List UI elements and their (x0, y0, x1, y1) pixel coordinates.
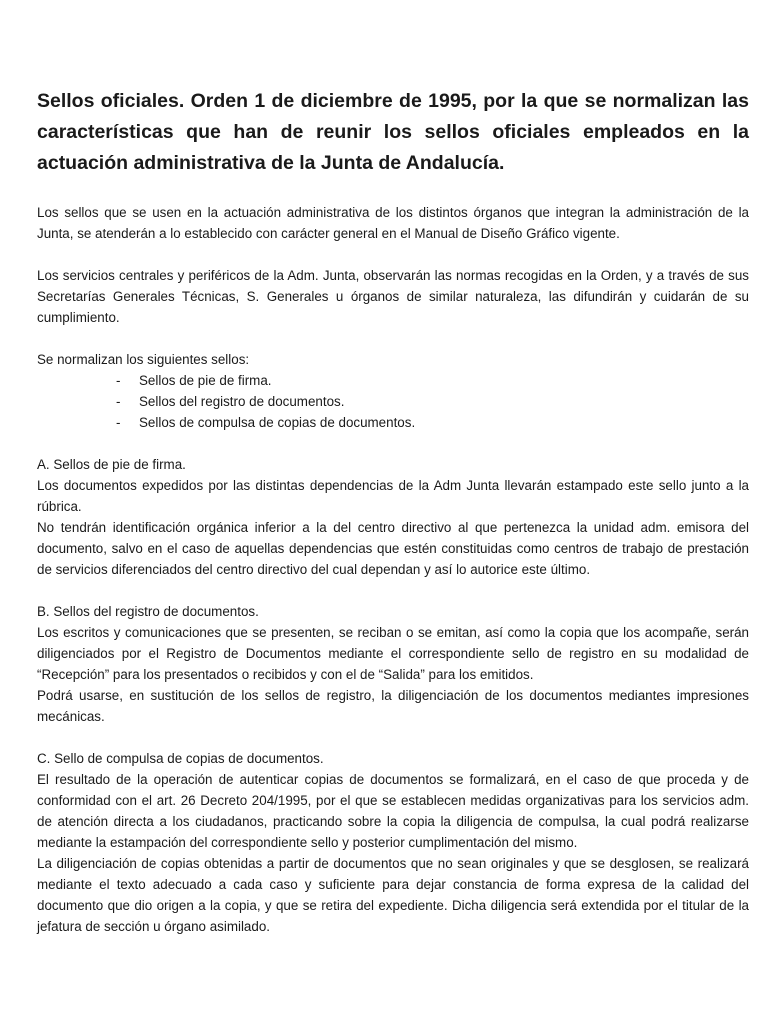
list-intro: Se normalizan los siguientes sellos: (37, 352, 250, 367)
list-bullet: - (116, 373, 121, 388)
intro-paragraph-2: Los servicios centrales y periféricos de la Adm. Junta, observarán las normas recogidas en la Orden, y a través de sus Secretarías Generales Técnicas, S. Generales u órganos de similar naturaleza, las difundirán y cuidarán de su cumplimiento. (37, 268, 749, 325)
section-a (37, 454, 749, 580)
list-bullet: - (116, 394, 121, 409)
list-item (37, 412, 749, 433)
section-heading: B. Sellos del registro de documentos. (37, 604, 259, 619)
seal-types-list (37, 370, 749, 433)
list-item-label: Sellos de pie de firma. (139, 373, 272, 388)
section-heading: A. Sellos de pie de firma. (37, 457, 186, 472)
section-paragraph: La diligenciación de copias obtenidas a partir de documentos que no sean originales y que se desglosen, se realizará mediante el texto adecuado a cada caso y suficiente para dejar constancia de forma expresa de la calidad del documento que dio origen a la copia, y que se retira del expediente. Dicha diligencia será extendida por el titular de la jefatura de sección u órgano asimilado. (37, 856, 749, 934)
list-item (37, 391, 749, 412)
section-paragraph: Los escritos y comunicaciones que se presenten, se reciban o se emitan, así como la copia que los acompañe, serán diligenciados por el Registro de Documentos mediante el correspondiente sello de registro en su modalidad de “Recepción” para los presentados o recibidos y con el de “Salida” para los emitidos. (37, 625, 749, 682)
list-item-label: Sellos del registro de documentos. (139, 394, 345, 409)
section-paragraph: Los documentos expedidos por las distintas dependencias de la Adm Junta llevarán estampado este sello junto a la rúbrica. (37, 478, 749, 514)
document-title: Sellos oficiales. Orden 1 de diciembre de 1995, por la que se normalizan las características que han de reunir los sellos oficiales empleados en la actuación administrativa de la Junta de Andalucía. (37, 90, 749, 174)
list-bullet: - (116, 415, 121, 430)
list-item (37, 370, 749, 391)
section-paragraph: No tendrán identificación orgánica inferior a la del centro directivo al que pertenezca la unidad adm. emisora del documento, salvo en el caso de aquellas dependencias que estén constituidas como centros de trabajo de prestación de servicios diferenciados del centro directivo del cual dependan y así lo autorice este último. (37, 520, 749, 577)
section-heading: C. Sello de compulsa de copias de documentos. (37, 751, 324, 766)
section-b (37, 601, 749, 727)
intro-paragraph-1: Los sellos que se usen en la actuación administrativa de los distintos órganos que integran la administración de la Junta, se atenderán a lo establecido con carácter general en el Manual de Diseño Gráfico vigente. (37, 205, 749, 241)
section-paragraph: Podrá usarse, en sustitución de los sellos de registro, la diligenciación de los documentos mediantes impresiones mecánicas. (37, 688, 749, 724)
document-page (37, 86, 749, 937)
list-item-label: Sellos de compulsa de copias de documentos. (139, 415, 416, 430)
section-c (37, 748, 749, 937)
section-paragraph: El resultado de la operación de autenticar copias de documentos se formalizará, en el caso de que proceda y de conformidad con el art. 26 Decreto 204/1995, por el que se establecen medidas organizativas para los servicios adm. de atención directa a los ciudadanos, practicando sobre la copia la diligencia de compulsa, la cual podrá realizarse mediante la estampación del correspondiente sello y posterior cumplimentación del mismo. (37, 772, 749, 850)
